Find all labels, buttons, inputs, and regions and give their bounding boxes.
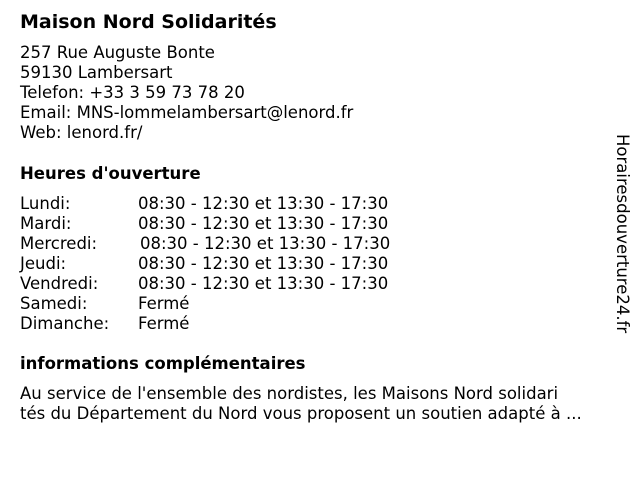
additional-info-heading: informations complémentaires <box>20 354 306 373</box>
day-label: Samedi: <box>20 294 88 313</box>
contact-block <box>20 43 353 143</box>
website: Web: lenord.fr/ <box>20 123 143 142</box>
page-title: Maison Nord Solidarités <box>20 11 277 33</box>
address-city: 59130 Lambersart <box>20 63 173 82</box>
day-hours: 08:30 - 12:30 et 13:30 - 17:30 <box>138 194 389 213</box>
description-text <box>20 384 620 424</box>
day-hours: 08:30 - 12:30 et 13:30 - 17:30 <box>138 214 389 233</box>
day-label: Dimanche: <box>20 314 110 333</box>
day-hours: 08:30 - 12:30 et 13:30 - 17:30 <box>140 234 391 253</box>
day-label: Lundi: <box>20 194 71 213</box>
day-label: Mardi: <box>20 214 72 233</box>
watermark-text: Horairesdouverture24.fr <box>613 134 632 334</box>
phone-number: Telefon: +33 3 59 73 78 20 <box>20 83 245 102</box>
day-label: Vendredi: <box>20 274 99 293</box>
description-line: Au service de l'ensemble des nordistes, les Maisons Nord solidari <box>20 384 559 403</box>
day-hours: Fermé <box>138 294 190 313</box>
day-label: Jeudi: <box>20 254 67 273</box>
email-address: Email: MNS-lommelambersart@lenord.fr <box>20 103 354 122</box>
day-hours: 08:30 - 12:30 et 13:30 - 17:30 <box>138 254 389 273</box>
day-hours: Fermé <box>138 314 190 333</box>
watermark <box>612 134 632 346</box>
description-line: tés du Département du Nord vous proposent un soutien adapté à ... <box>20 404 582 423</box>
opening-hours-heading: Heures d'ouverture <box>20 164 201 183</box>
day-hours: 08:30 - 12:30 et 13:30 - 17:30 <box>138 274 389 293</box>
address-street: 257 Rue Auguste Bonte <box>20 43 215 62</box>
day-label: Mercredi: <box>20 234 98 253</box>
